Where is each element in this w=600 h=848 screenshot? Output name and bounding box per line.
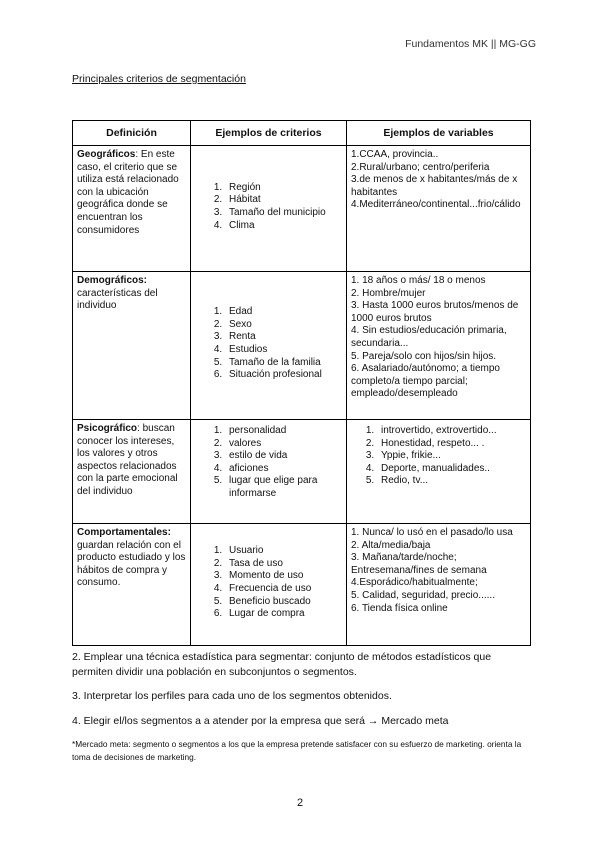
list-item: 4. Frecuencia de uso: [225, 583, 342, 596]
criteria-cell: [191, 146, 347, 272]
table-row: [73, 420, 531, 524]
table-row: [73, 524, 531, 646]
list-item: 3. Hasta 1000 euros brutos/menos de 1000 euros brutos: [351, 300, 519, 324]
list-item: 5. Redio, tv...: [377, 475, 526, 488]
criteria-list: [197, 425, 342, 501]
list-item: 1. Edad: [225, 306, 342, 319]
list-item: 5. lugar que elige para informarse: [225, 475, 342, 500]
step-paragraph: 2. Emplear una técnica estadística para segmentar: conjunto de métodos estadísticos que permiten dividir una población en subconjuntos o segmentos.: [72, 651, 492, 678]
footnote: *Mercado meta: segmento o segmentos a los que la empresa pretende satisfacer con su esfuerzo de marketing. orienta la toma de decisiones de marketing.: [72, 739, 522, 762]
variables-cell: [347, 524, 531, 646]
list-item: 3. Momento de uso: [225, 570, 342, 583]
criteria-list: [197, 545, 342, 621]
column-header-definicion: Definición: [73, 121, 191, 146]
list-item: 4. Sin estudios/educación primaria, secundaria...: [351, 325, 507, 349]
criteria-list: [197, 182, 342, 232]
step-paragraph: 4. Elegir el/los segmentos a a atender por la empresa que será → Mercado meta: [72, 715, 449, 727]
criteria-cell: [191, 272, 347, 420]
list-item: 1. Nunca/ lo usó en el pasado/lo usa: [351, 527, 513, 538]
list-item: 6. Tienda física online: [351, 602, 448, 614]
list-item: 2. valores: [225, 438, 342, 451]
segmentation-table: [72, 120, 531, 646]
list-item: 4. Deporte, manualidades..: [377, 463, 526, 476]
variables-cell: [347, 420, 531, 524]
table-row: [73, 272, 531, 420]
table-row: [73, 146, 531, 272]
list-item: 3. Mañana/tarde/noche; Entresemana/fines de semana: [351, 552, 487, 576]
list-item: 1.CCAA, provincia..: [351, 149, 439, 160]
list-item: 1. introvertido, extrovertido...: [377, 425, 526, 438]
list-item: 2. Honestidad, respeto... .: [377, 438, 526, 451]
criteria-cell: [191, 420, 347, 524]
table-header-row: [73, 121, 531, 146]
definition-cell: [73, 524, 191, 646]
page-header: Fundamentos MK || MG-GG: [405, 38, 536, 50]
definition-lead: Psicográfico: [77, 423, 138, 434]
column-header-variables: Ejemplos de variables: [347, 121, 531, 146]
definition-cell: [73, 420, 191, 524]
definition-lead: Demográficos:: [77, 275, 148, 286]
list-item: 6. Lugar de compra: [225, 608, 342, 621]
list-item: 3. Tamaño del municipio: [225, 207, 342, 220]
list-item: 4.Mediterráneo/continental...frio/cálido: [351, 199, 521, 211]
list-item: 4. aficiones: [225, 463, 342, 476]
list-item: 2. Hábitat: [225, 194, 342, 207]
list-item: 1. Usuario: [225, 545, 342, 558]
list-item: 2. Sexo: [225, 319, 342, 332]
definition-text: : En este caso, el criterio que se utiliza está relacionado con la ubicación geográfica donde se encuentran los consumidores: [77, 149, 179, 236]
list-item: 6. Asalariado/autónomo; a tiempo completo/a tiempo parcial; empleado/desempleado: [351, 363, 500, 400]
list-item: 1. 18 años o más/ 18 o menos: [351, 275, 486, 286]
definition-lead: Geográficos: [77, 149, 136, 160]
list-item: 4.Esporádico/habitualmente;: [351, 577, 478, 589]
definition-cell: [73, 272, 191, 420]
list-item: 1. Región: [225, 182, 342, 195]
column-header-criterios: Ejemplos de criterios: [191, 121, 347, 146]
list-item: 6. Situación profesional: [225, 369, 342, 382]
criteria-cell: [191, 524, 347, 646]
list-item: 2.Rural/urbano; centro/periferia: [351, 161, 490, 173]
list-item: 5. Pareja/solo con hijos/sin hijos.: [351, 350, 497, 362]
step-paragraph: 3. Interpretar los perfiles para cada uno de los segmentos obtenidos.: [72, 690, 392, 702]
list-item: 2. Hombre/mujer: [351, 287, 426, 299]
list-item: 4. Estudios: [225, 344, 342, 357]
definition-text: características del individuo: [77, 287, 158, 312]
list-item: 4. Clima: [225, 220, 342, 233]
definition-cell: [73, 146, 191, 272]
variables-cell: [347, 272, 531, 420]
section-subtitle: Principales criterios de segmentación: [72, 73, 246, 85]
definition-text: guardan relación con el producto estudiado y los hábitos de compra y consumo.: [77, 539, 186, 589]
list-item: 5. Beneficio buscado: [225, 596, 342, 609]
list-item: 3. Yppie, frikie...: [377, 450, 526, 463]
list-item: 3. Renta: [225, 331, 342, 344]
definition-lead: Comportamentales:: [77, 527, 171, 538]
definition-text: : buscan conocer los intereses, los valores y otros aspectos relacionados con la parte emocional del individuo: [77, 423, 178, 497]
page-number: 2: [296, 797, 304, 809]
criteria-list: [197, 306, 342, 382]
list-item: 5. Tamaño de la familia: [225, 357, 342, 370]
list-item: 3.de menos de x habitantes/más de x habitantes: [351, 174, 518, 198]
variables-cell: [347, 146, 531, 272]
list-item: 2. Alta/media/baja: [351, 539, 431, 551]
list-item: 2. Tasa de uso: [225, 558, 342, 571]
variables-list: [351, 425, 526, 488]
list-item: 1. personalidad: [225, 425, 342, 438]
list-item: 5. Calidad, seguridad, precio......: [351, 589, 495, 601]
list-item: 3. estilo de vida: [225, 450, 342, 463]
